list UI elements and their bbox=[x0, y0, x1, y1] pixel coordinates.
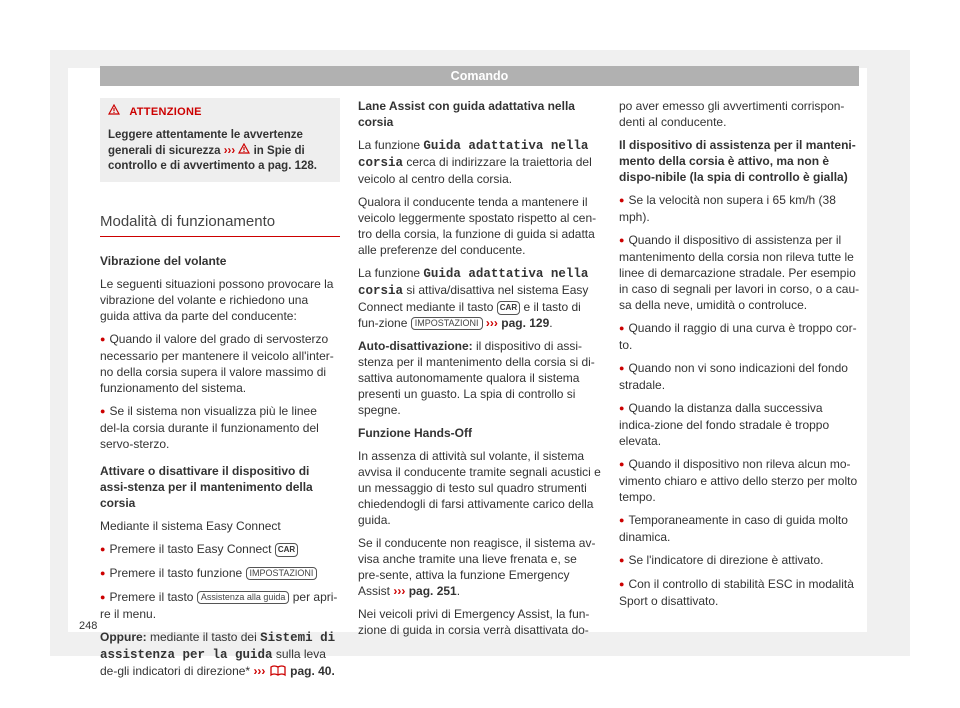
heading-lane-assist: Lane Assist con guida adattativa nella corsia bbox=[358, 99, 575, 129]
warning-triangle-icon bbox=[108, 106, 123, 118]
para-1-a: La funzione bbox=[358, 138, 421, 152]
oppure-arrows: ››› bbox=[253, 664, 266, 678]
impostazioni-key: IMPOSTAZIONI bbox=[246, 567, 318, 580]
warning-link[interactable]: in Spie di controllo e di avvertimento a pag. 128 bbox=[108, 145, 314, 172]
para-6-a: Se il conducente non reagisce, il sistema av-visa anche tramite una lieve frenata e, se pre-sente, attiva la funzione Emergency Assist bbox=[358, 536, 596, 598]
assistenza-key: Assistenza alla guida bbox=[197, 591, 290, 604]
list-item: ● Quando il dispositivo di assistenza per il mantenimento della corsia non rileva tutte le linee di demarcazione stradale. Per esempio in caso di segnali per lavori in corso, o a cau-sa della neve, umidità o controluce. bbox=[619, 232, 860, 313]
oppure-code: Sistemi di assistenza per la guida bbox=[100, 631, 336, 662]
para-3 bbox=[358, 265, 601, 331]
para-3-arrows: ››› bbox=[485, 316, 498, 330]
para-6-end: . bbox=[456, 584, 461, 598]
para-3-code: Guida adattativa nella corsia bbox=[358, 267, 589, 298]
list-item: ● Quando il dispositivo non rileva alcun mo-vimento chiaro e attivo dello sterzo per molto tempo. bbox=[619, 456, 860, 505]
para-4-label: Auto-disattivazione: bbox=[358, 339, 473, 353]
car-key-icon: CAR bbox=[497, 301, 520, 315]
step-3 bbox=[100, 589, 340, 622]
warning-inline-triangle-icon bbox=[238, 145, 250, 157]
para-6-arrows: ››› bbox=[393, 584, 406, 598]
para-2: Qualora il conducente tenda a mantenere il veicolo leggermente spostato rispetto al cen-tro della corsia, la funzione di guida si adatta alle preferenze del conducente. bbox=[358, 195, 597, 257]
list-item: ● Se l'indicatore di direzione è attivato. bbox=[619, 552, 860, 569]
para-continued: po aver emesso gli avvertimenti corrispon-denti al conducente. bbox=[619, 99, 845, 129]
oppure-page-link[interactable]: pag. 40. bbox=[290, 664, 335, 678]
step-2 bbox=[100, 565, 340, 582]
list-item: ● Temporaneamente in caso di guida molto dinamica. bbox=[619, 512, 860, 545]
para-7: Nei veicoli privi di Emergency Assist, la fun-zione di guida in corsia verrà disattivata do- bbox=[358, 607, 590, 637]
para-oppure bbox=[100, 629, 340, 681]
list-item: ● Quando non vi sono indicazioni del fondo stradale. bbox=[619, 360, 860, 393]
para-3-b: si attiva/disattiva nel sistema Easy Connect mediante il tasto bbox=[358, 283, 589, 314]
heading-hands-off: Funzione Hands-Off bbox=[358, 426, 472, 440]
heading-attivo-non-disponibile: Il dispositivo di assistenza per il manteni-mento della corsia è attivo, ma non è dispo-nibile (la spia di controllo è gialla) bbox=[619, 138, 856, 184]
heading-vibrazione: Vibrazione del volante bbox=[100, 254, 227, 268]
para-vibrazione: Le seguenti situazioni possono provocare la vibrazione del volante e richiedono una guida attiva da parte del conducente: bbox=[100, 277, 334, 323]
para-4-text: il dispositivo di assi-stenza per il mantenimento della corsia si di-sattiva autonomamente qualora il sistema presenti un guasto. La spia di controllo si spegne. bbox=[358, 339, 595, 417]
warning-text-end: . bbox=[313, 160, 317, 172]
list-item: ● Quando il valore del grado di servosterzo necessario per mantenere il veicolo all'inter-no della corsia supera il valore massimo di funzionamento del sistema. bbox=[100, 331, 340, 396]
oppure-text-a: mediante il tasto dei bbox=[150, 630, 257, 644]
para-5: In assenza di attività sul volante, il sistema avvisa il conducente tramite segnali acustici e un messaggio di testo sul quadro strumenti chiedendogli di farsi attivamente carico della guida. bbox=[358, 449, 601, 527]
para-6-page-link[interactable]: pag. 251 bbox=[408, 584, 457, 598]
book-icon bbox=[269, 664, 287, 681]
warning-title-text: ATTENZIONE bbox=[129, 106, 202, 118]
column-left bbox=[100, 98, 340, 688]
para-3-c: e il tasto di fun-zione bbox=[358, 300, 581, 330]
step-3-text-b: per apri-re il menu. bbox=[100, 590, 338, 621]
page-number: 248 bbox=[79, 620, 98, 632]
warning-text-a: Leggere attentamente le avvertenze generali di sicurezza bbox=[108, 129, 303, 157]
para-3-page-link[interactable]: pag. 129 bbox=[501, 316, 550, 330]
column-middle bbox=[358, 98, 601, 645]
para-mediante: Mediante il sistema Easy Connect bbox=[100, 519, 281, 533]
warning-arrows: ››› bbox=[223, 145, 236, 157]
para-1-b: cerca di indirizzare la traiettoria del veicolo al centro della corsia. bbox=[358, 155, 592, 186]
para-1 bbox=[358, 137, 601, 187]
impostazioni-key: IMPOSTAZIONI bbox=[411, 317, 483, 330]
oppure-text-b: sulla leva de-gli indicatori di direzione* bbox=[100, 647, 326, 678]
list-item: ● Se la velocità non supera i 65 km/h (38 mph). bbox=[619, 192, 860, 225]
car-key-icon: CAR bbox=[275, 543, 298, 557]
heading-attivare: Attivare o disattivare il dispositivo di assi-stenza per il mantenimento della corsia bbox=[100, 464, 313, 510]
para-6 bbox=[358, 535, 601, 599]
step-1-text: Premere il tasto Easy Connect bbox=[109, 542, 272, 556]
column-right bbox=[619, 98, 860, 616]
list-item: ● Quando la distanza dalla successiva indica-zione del fondo stradale è troppo elevata. bbox=[619, 400, 860, 449]
para-1-code: Guida adattativa nella corsia bbox=[358, 139, 589, 170]
step-1 bbox=[100, 541, 340, 558]
list-item: ● Se il sistema non visualizza più le linee del-la corsia durante il funzionamento del servo-sterzo. bbox=[100, 403, 340, 452]
chapter-header: Comando bbox=[100, 66, 859, 86]
warning-text bbox=[108, 128, 332, 174]
para-3-a: La funzione bbox=[358, 266, 421, 280]
list-item: ● Quando il raggio di una curva è troppo cor-to. bbox=[619, 320, 860, 353]
oppure-label: Oppure: bbox=[100, 630, 147, 644]
para-3-end: . bbox=[549, 316, 553, 330]
warning-box bbox=[100, 98, 340, 182]
list-item: ● Con il controllo di stabilità ESC in modalità Sport o disattivato. bbox=[619, 576, 860, 609]
para-4 bbox=[358, 338, 601, 418]
section-title: Modalità di funzionamento bbox=[100, 214, 340, 237]
step-2-text: Premere il tasto funzione bbox=[109, 566, 243, 580]
step-3-text-a: Premere il tasto bbox=[109, 590, 194, 604]
warning-title bbox=[108, 104, 332, 120]
